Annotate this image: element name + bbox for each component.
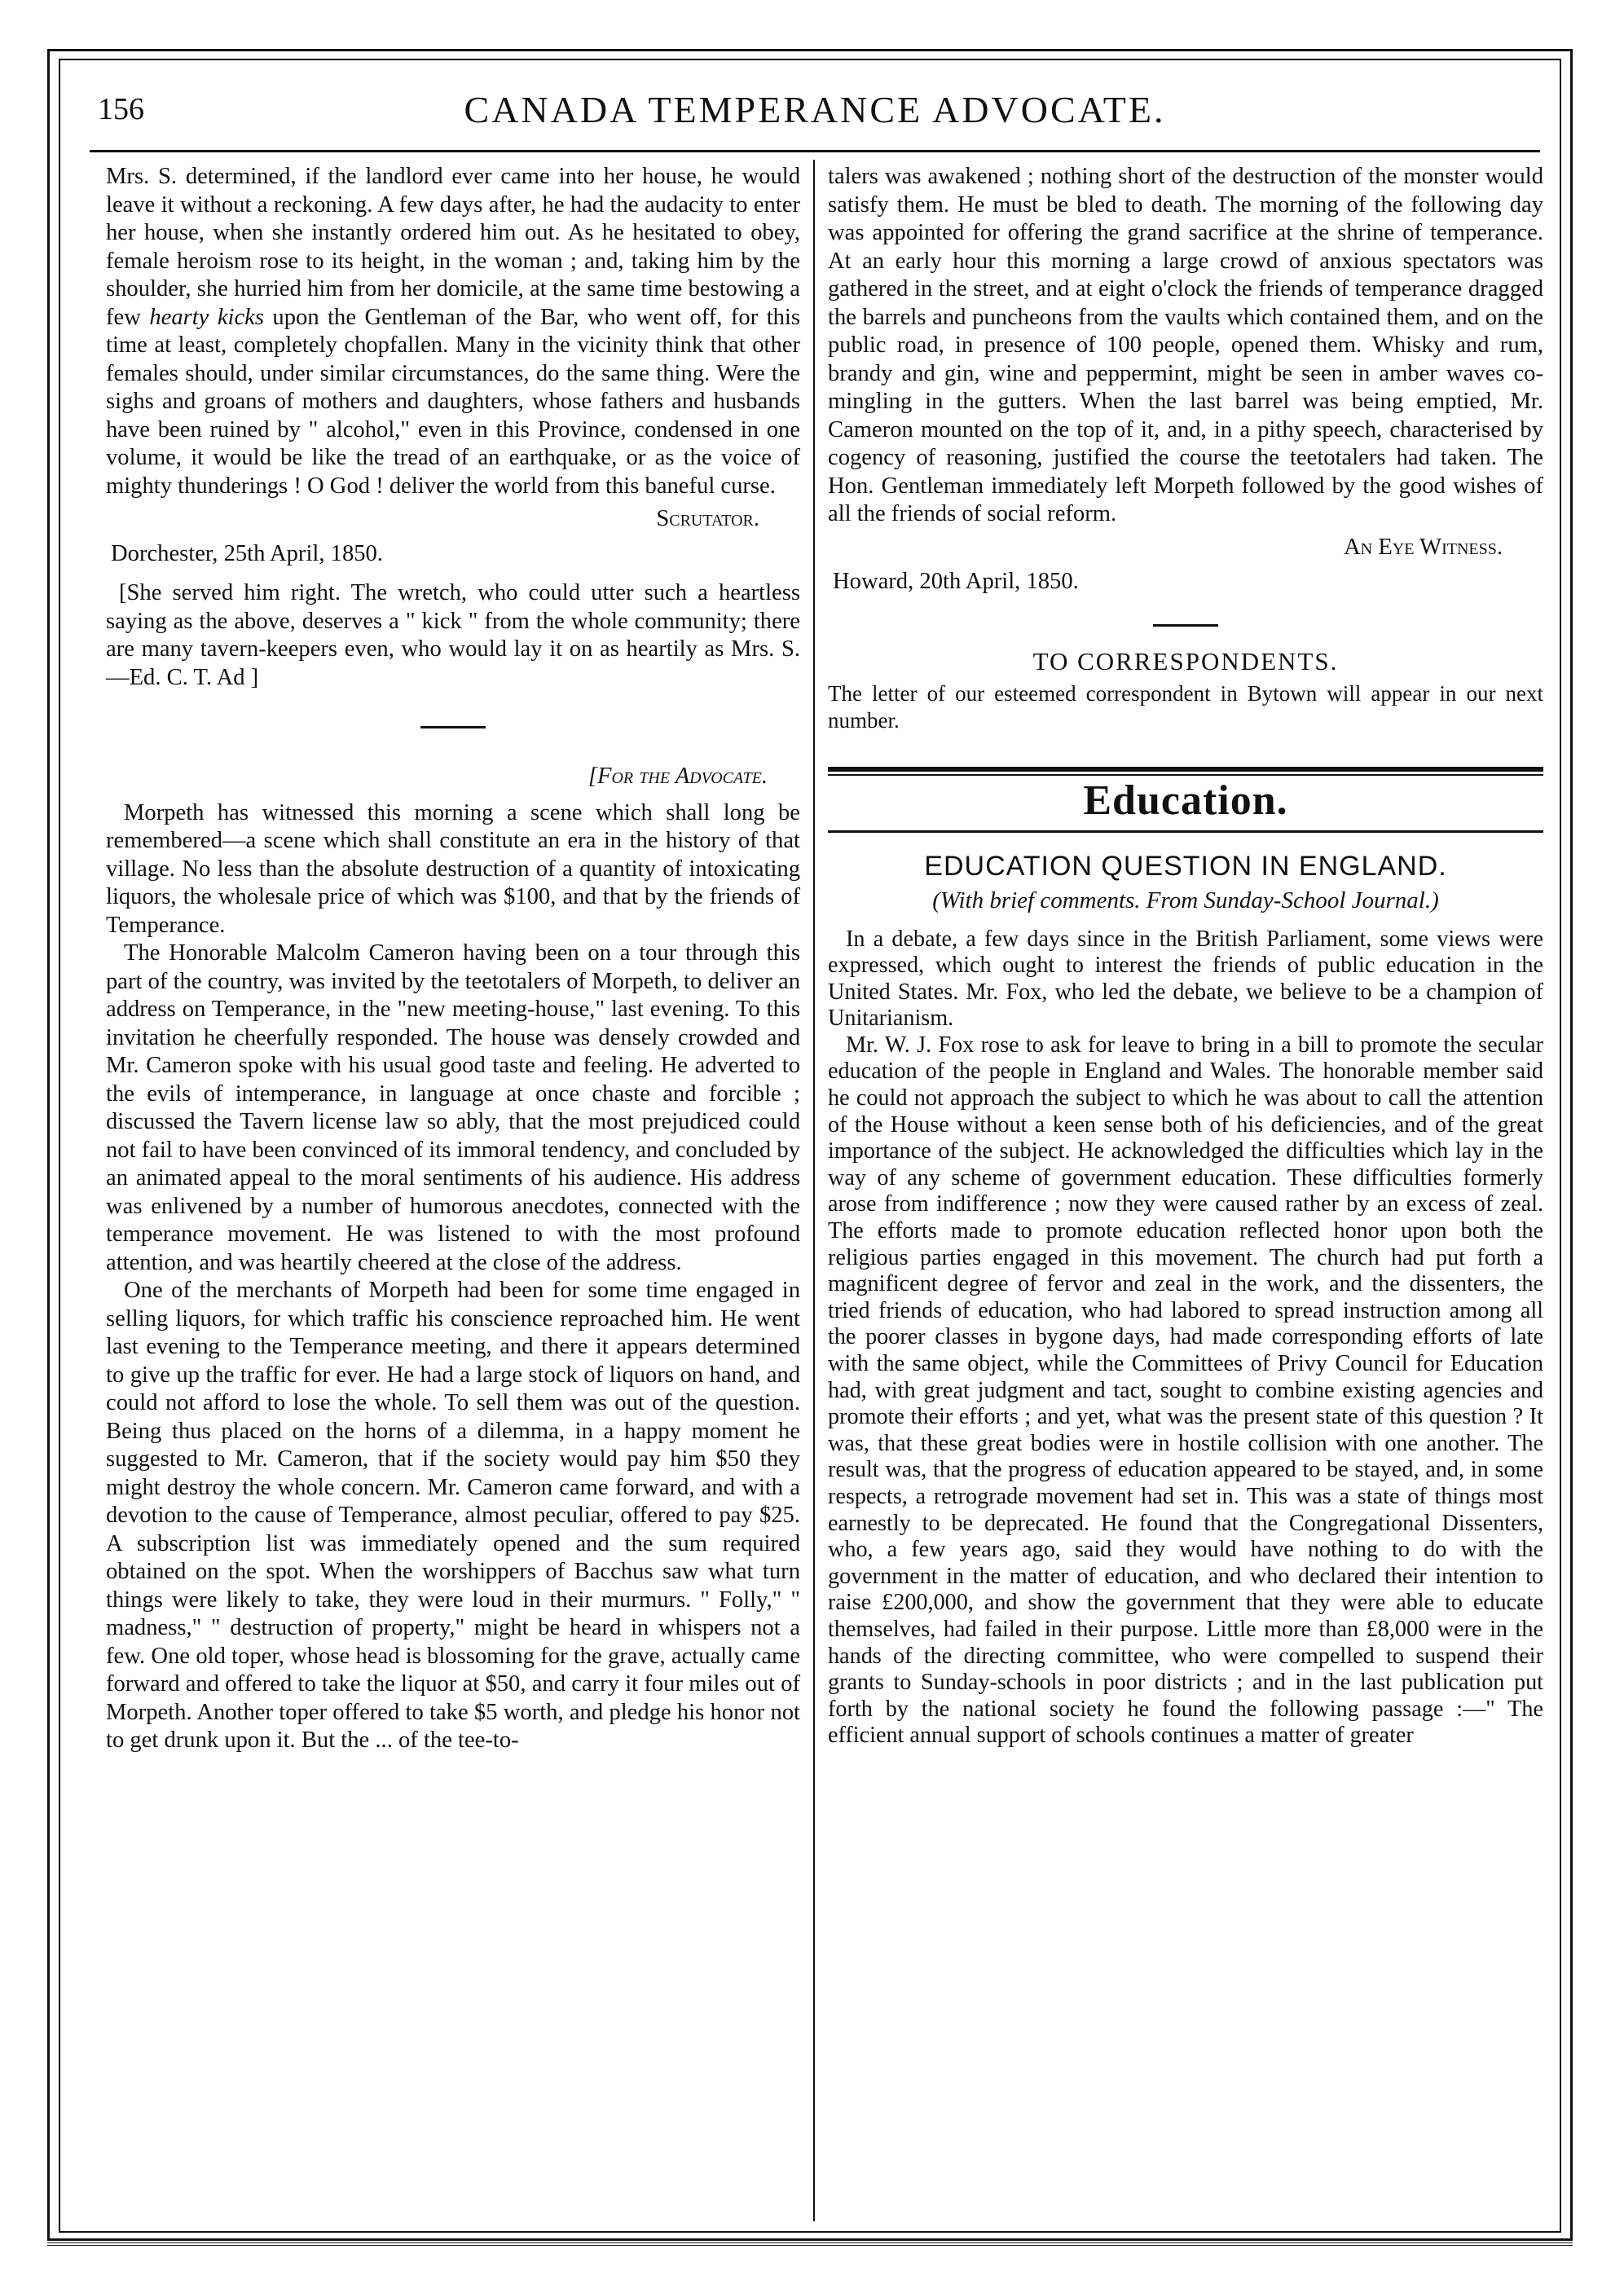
journal-title: CANADA TEMPERANCE ADVOCATE. — [464, 89, 1166, 130]
section-heading: Education. — [1083, 777, 1288, 824]
page-number: 156 — [98, 92, 144, 126]
article-body — [828, 926, 1543, 1749]
section-rule — [420, 726, 486, 728]
page-header — [90, 81, 1540, 139]
signature: Scrutator. — [656, 506, 759, 531]
right-column — [828, 163, 1543, 1749]
section-rule — [1153, 624, 1218, 627]
dateline: Dorchester, 25th April, 1850. — [111, 540, 383, 566]
article-paragraph: talers was awakened ; nothing short of the destruction of the monster would satisfy them. He must be bled to death. The morning of the following day was appointed for offering the grand sacrifice at the shrine of temperance. At an early hour this morning a large crowd of anxious spectators was gathered in the street, and at eight o'clock the friends of temperance dragged the barrels and puncheons from the vaults which contained them, and on the public road, in presence of 100 people, opened them. Whisky and rum, brandy and gin, wine and peppermint, might be seen in amber waves co-mingling in the gutters. When the last barrel was being emptied, Mr. Cameron mounted on the top of it, and, in a pithy speech, characterised by cogency of reasoning, justified the course the teetotalers had taken. The Hon. Gentleman immediately left Morpeth followed by the good wishes of all the friends of social reform. — [828, 164, 1543, 526]
column-divider — [813, 160, 815, 2221]
article-subtitle: (With brief comments. From Sunday-School Journal.) — [932, 887, 1439, 913]
article-paragraph: The Honorable Malcolm Cameron having been on a tour through this part of the country, was invited by the teetotalers of Morpeth, to deliver an address on Temperance, in the "new meeting-house," last evening. To this invitation he cheerfully responded. The house was densely crowded and Mr. Cameron spoke with his usual good taste and feeling. He adverted to the evils of intemperance, in language at once chaste and forcible ; discussed the Tavern license law so ably, that the most prejudiced could not fail to have been convinced of its immoral tendency, and concluded by an animated appeal to the moral sentiments of his audience. His address was enlivened by a number of humorous anecdotes, connected with the temperance movement. He was listened to with the most profound attention, and was heartily cheered at the close of the address. — [106, 940, 800, 1275]
section-rule — [828, 830, 1543, 833]
heavy-rule — [828, 767, 1543, 776]
article-paragraph: Morpeth has witnessed this morning a scene which shall long be remembered—a scene which shall constitute an era in the history of that village. No less than the absolute destruction of a quantity of intoxicating liquors, the wholesale price of which was $100, and that by the friends of Temperance. — [106, 799, 800, 938]
emphasis: hearty kicks — [149, 304, 264, 330]
article-paragraph: In a debate, a few days since in the British Parliament, some views were expressed, which ought to interest the friends of public education in the United States. Mr. Fox, who led the debate, we believe to be a champion of Unitarianism. — [828, 926, 1543, 1032]
header-rule — [90, 150, 1540, 152]
text-run: upon the Gentleman of the Bar, who went off, for this time at least, completely chopfallen. Many in the vicinity think that other females should, under similar circumstances, do the same thing. Were the sighs and groans of mothers and daughters, whose fathers and husbands have been ruined by " alcohol," even in this Province, condensed in one volume, it would be like the tread of an earthquake, or as the voice of mighty thunderings ! O God ! deliver the world from this baneful curse. — [106, 304, 801, 499]
letter-paragraph — [106, 163, 800, 500]
article-title: EDUCATION QUESTION IN ENGLAND. — [924, 850, 1447, 882]
editor-note: [She served him right. The wretch, who could utter such a heartless saying as the above, deserves a " kick " from the whole community; there are many tavern-keepers even, who would lay it on as heartily as Mrs. S.—Ed. C. T. Ad ] — [106, 580, 800, 690]
bottom-rule — [47, 2242, 1573, 2246]
text-run: Mrs. S. determined, if the landlord ever came into her house, he would leave it without a reckoning. A few days after, he had the audacity to enter her house, when she instantly ordered him out. As he hesitated to obey, female heroism rose to its height, in the woman ; and, taking him by the shoulder, she hurried him from her domicile, at the same time bestowing a few — [106, 164, 800, 330]
correspondents-heading: TO CORRESPONDENTS. — [1032, 646, 1339, 676]
article-paragraph: Mr. W. J. Fox rose to ask for leave to bring in a bill to promote the secular education of the people in England and Wales. The honorable member said he could not approach the subject to which he was about to call the attention of the House without a keen sense both of his deficiencies, and of the great importance of the subject. He acknowledged the difficulties which lay in the way of any scheme of government education. These difficulties formerly arose from indifference ; now they were caused rather by an excess of zeal. The efforts made to promote education reflected honor upon both the religious parties engaged in this movement. The church had put forth a magnificent degree of fervor and zeal in the work, and the dissenters, the tried friends of education, who had labored to spread instruction among all the poorer classes in bygone days, had made corresponding efforts of late with the same object, while the Committees of Privy Council for Education had, with great judgment and tact, sought to combine existing agencies and promote their efforts ; and yet, what was the present state of this question ? It was, that these great bodies were in hostile collision with one another. The result was, that the progress of education appeared to be stayed, and, in some respects, a retrograde movement had set in. This was a state of things most earnestly to be deprecated. He found that the Congregational Dissenters, who, a few years ago, said they would have nothing to do with the government in the matter of education, and who declared their intention to raise £200,000, and show the government that they were able to educate themselves, had failed in their purpose. Little more than £8,000 were in the hands of the directing committee, who were compelled to suspend their grants to Sunday-schools in poor districts ; and in the last publication put forth by the national society he found the following passage :—" The efficient annual support of schools continues a matter of greater — [828, 1032, 1543, 1749]
correspondents-text: The letter of our esteemed correspondent in Bytown will appear in our next number. — [828, 681, 1543, 733]
left-column — [106, 163, 800, 1755]
article-paragraph: One of the merchants of Morpeth had been for some time engaged in selling liquors, for which traffic his conscience reproached him. He went last evening to the Temperance meeting, and there it appears determined to give up the traffic for ever. He had a large stock of liquors on hand, and could not afford to lose the whole. To sell them was out of the question. Being thus placed on the horns of a dilemma, in a happy moment he suggested to Mr. Cameron, that if the society would pay him $50 they might destroy the whole concern. Mr. Cameron came forward, and with a devotion to the cause of Temperance, almost peculiar, offered to pay $25. A subscription list was immediately opened and the sum required obtained on the spot. When the worshippers of Bacchus saw what turn things were likely to take, they were loud in their murmurs. " Folly," " madness," " destruction of property," might be heard in whispers not a few. One old toper, whose head is blossoming for the grave, actually came forward and offered to take the liquor at $50, and carry it four miles out of Morpeth. Another toper offered to take $5 worth, and pledge his honor not to get drunk upon it. But the ... of the tee-to- — [106, 1278, 800, 1753]
source-line: [For the Advocate. — [588, 764, 768, 789]
dateline: Howard, 20th April, 1850. — [833, 569, 1079, 594]
signature: An Eye Witness. — [1344, 534, 1503, 560]
